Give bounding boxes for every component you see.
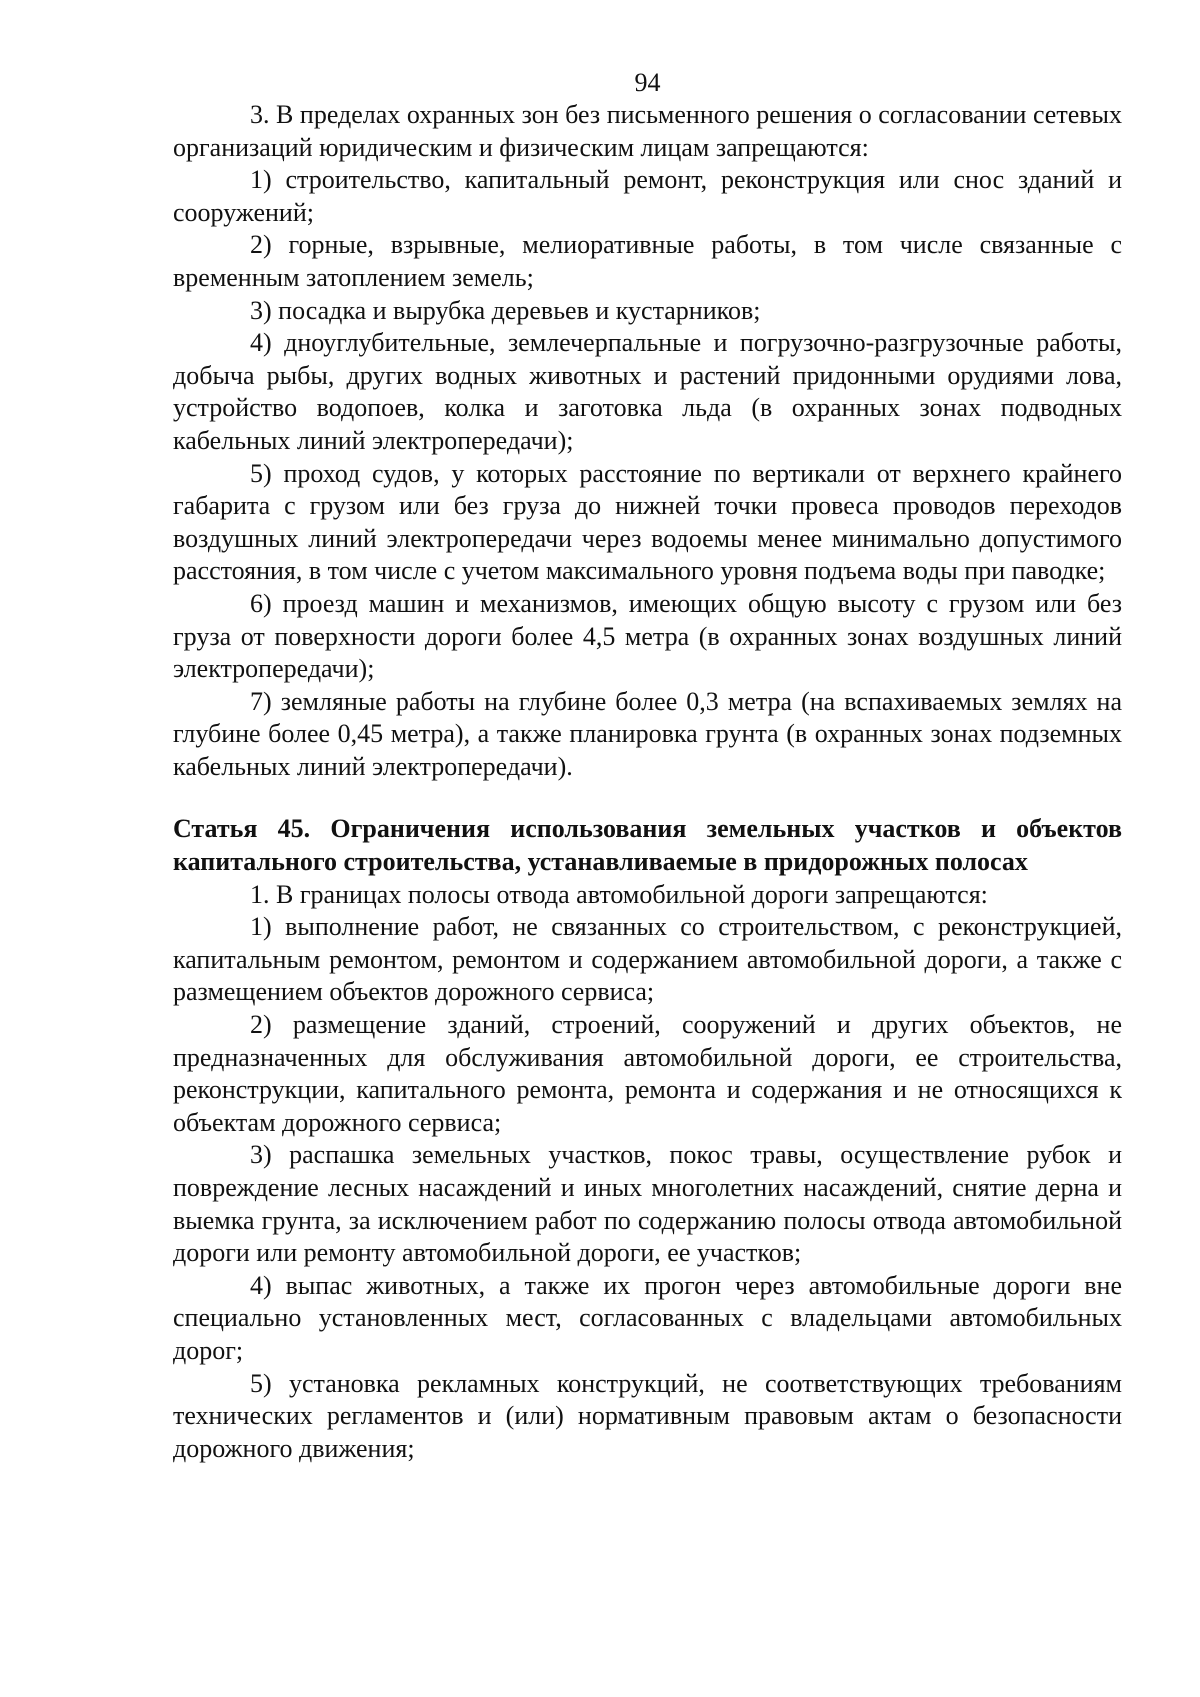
list-item-works: 1) выполнение работ, не связанных со строительством, с реконструкцией, капитальным ремонтом, ремонтом и содержанием автомобильной дороги, а также с размещением объектов дорожного сервиса; (173, 912, 1122, 1007)
list-item-advertising: 5) установка рекламных конструкций, не соответствующих требованиям технических регламентов и (или) нормативным правовым актам о безопасности дорожного движения; (173, 1368, 1122, 1463)
list-item-plowing: 3) распашка земельных участков, покос травы, осуществление рубок и повреждение лесных насаждений и иных многолетних насаждений, снятие дерна и выемка грунта, за исключением работ по содержанию полосы отвода автомобильной дороги или ремонту автомобильной дороги, ее участков; (173, 1140, 1122, 1268)
list-item-grazing: 4) выпас животных, а также их прогон через автомобильные дороги вне специально установленных мест, согласованных с владельцами автомобильных дорог; (173, 1270, 1122, 1365)
list-item-dredging: 4) дноуглубительные, землечерпальные и погрузочно-разгрузочные работы, добыча рыбы, других водных животных и растений придонными орудиями лова, устройство водопоев, колка и заготовка льда (в охранных зонах подводных кабельных линий электропередачи); (173, 328, 1122, 455)
list-item-buildings: 2) размещение зданий, строений, сооружений и других объектов, не предназначенных для обслуживания автомобильной дороги, ее строительства, реконструкции, капитального ремонта, ремонта и содержания и не относящихся к объектам дорожного сервиса; (173, 1010, 1122, 1137)
list-item-earthworks: 7) земляные работы на глубине более 0,3 метра (на вспахиваемых землях на глубине более 0,45 метра), а также планировка грунта (в охранных зонах подземных кабельных линий электропередачи). (173, 686, 1122, 781)
list-item-planting: 3) посадка и вырубка деревьев и кустарников; (250, 295, 761, 325)
list-item-mining: 2) горные, взрывные, мелиоративные работы, в том числе связанные с временным затоплением земель; (173, 230, 1122, 292)
article-heading: Статья 45. Ограничения использования земельных участков и объектов капитального строительства, устанавливаемые в придорожных полосах (173, 814, 1122, 877)
document-page (173, 68, 1122, 1465)
list-item-vessels: 5) проход судов, у которых расстояние по вертикали от верхнего крайнего габарита с грузом или без груза до нижней точки провеса проводов переходов воздушных линий электропередачи через водоемы менее минимально допустимого расстояния, в том числе с учетом максимального уровня подъема воды при паводке; (173, 458, 1122, 586)
paragraph-zones-intro: 3. В пределах охранных зон без письменного решения о согласовании сетевых организаций юридическим и физическим лицам запрещаются: (173, 100, 1122, 162)
list-item-construction: 1) строительство, капитальный ремонт, реконструкция или снос зданий и сооружений; (173, 165, 1122, 227)
list-item-vehicles: 6) проезд машин и механизмов, имеющих общую высоту с грузом или без груза от поверхности дороги более 4,5 метра (в охранных зонах воздушных линий электропередачи); (173, 588, 1122, 684)
page-number: 94 (634, 68, 661, 97)
paragraph-road-intro: 1. В границах полосы отвода автомобильной дороги запрещаются: (250, 879, 988, 909)
